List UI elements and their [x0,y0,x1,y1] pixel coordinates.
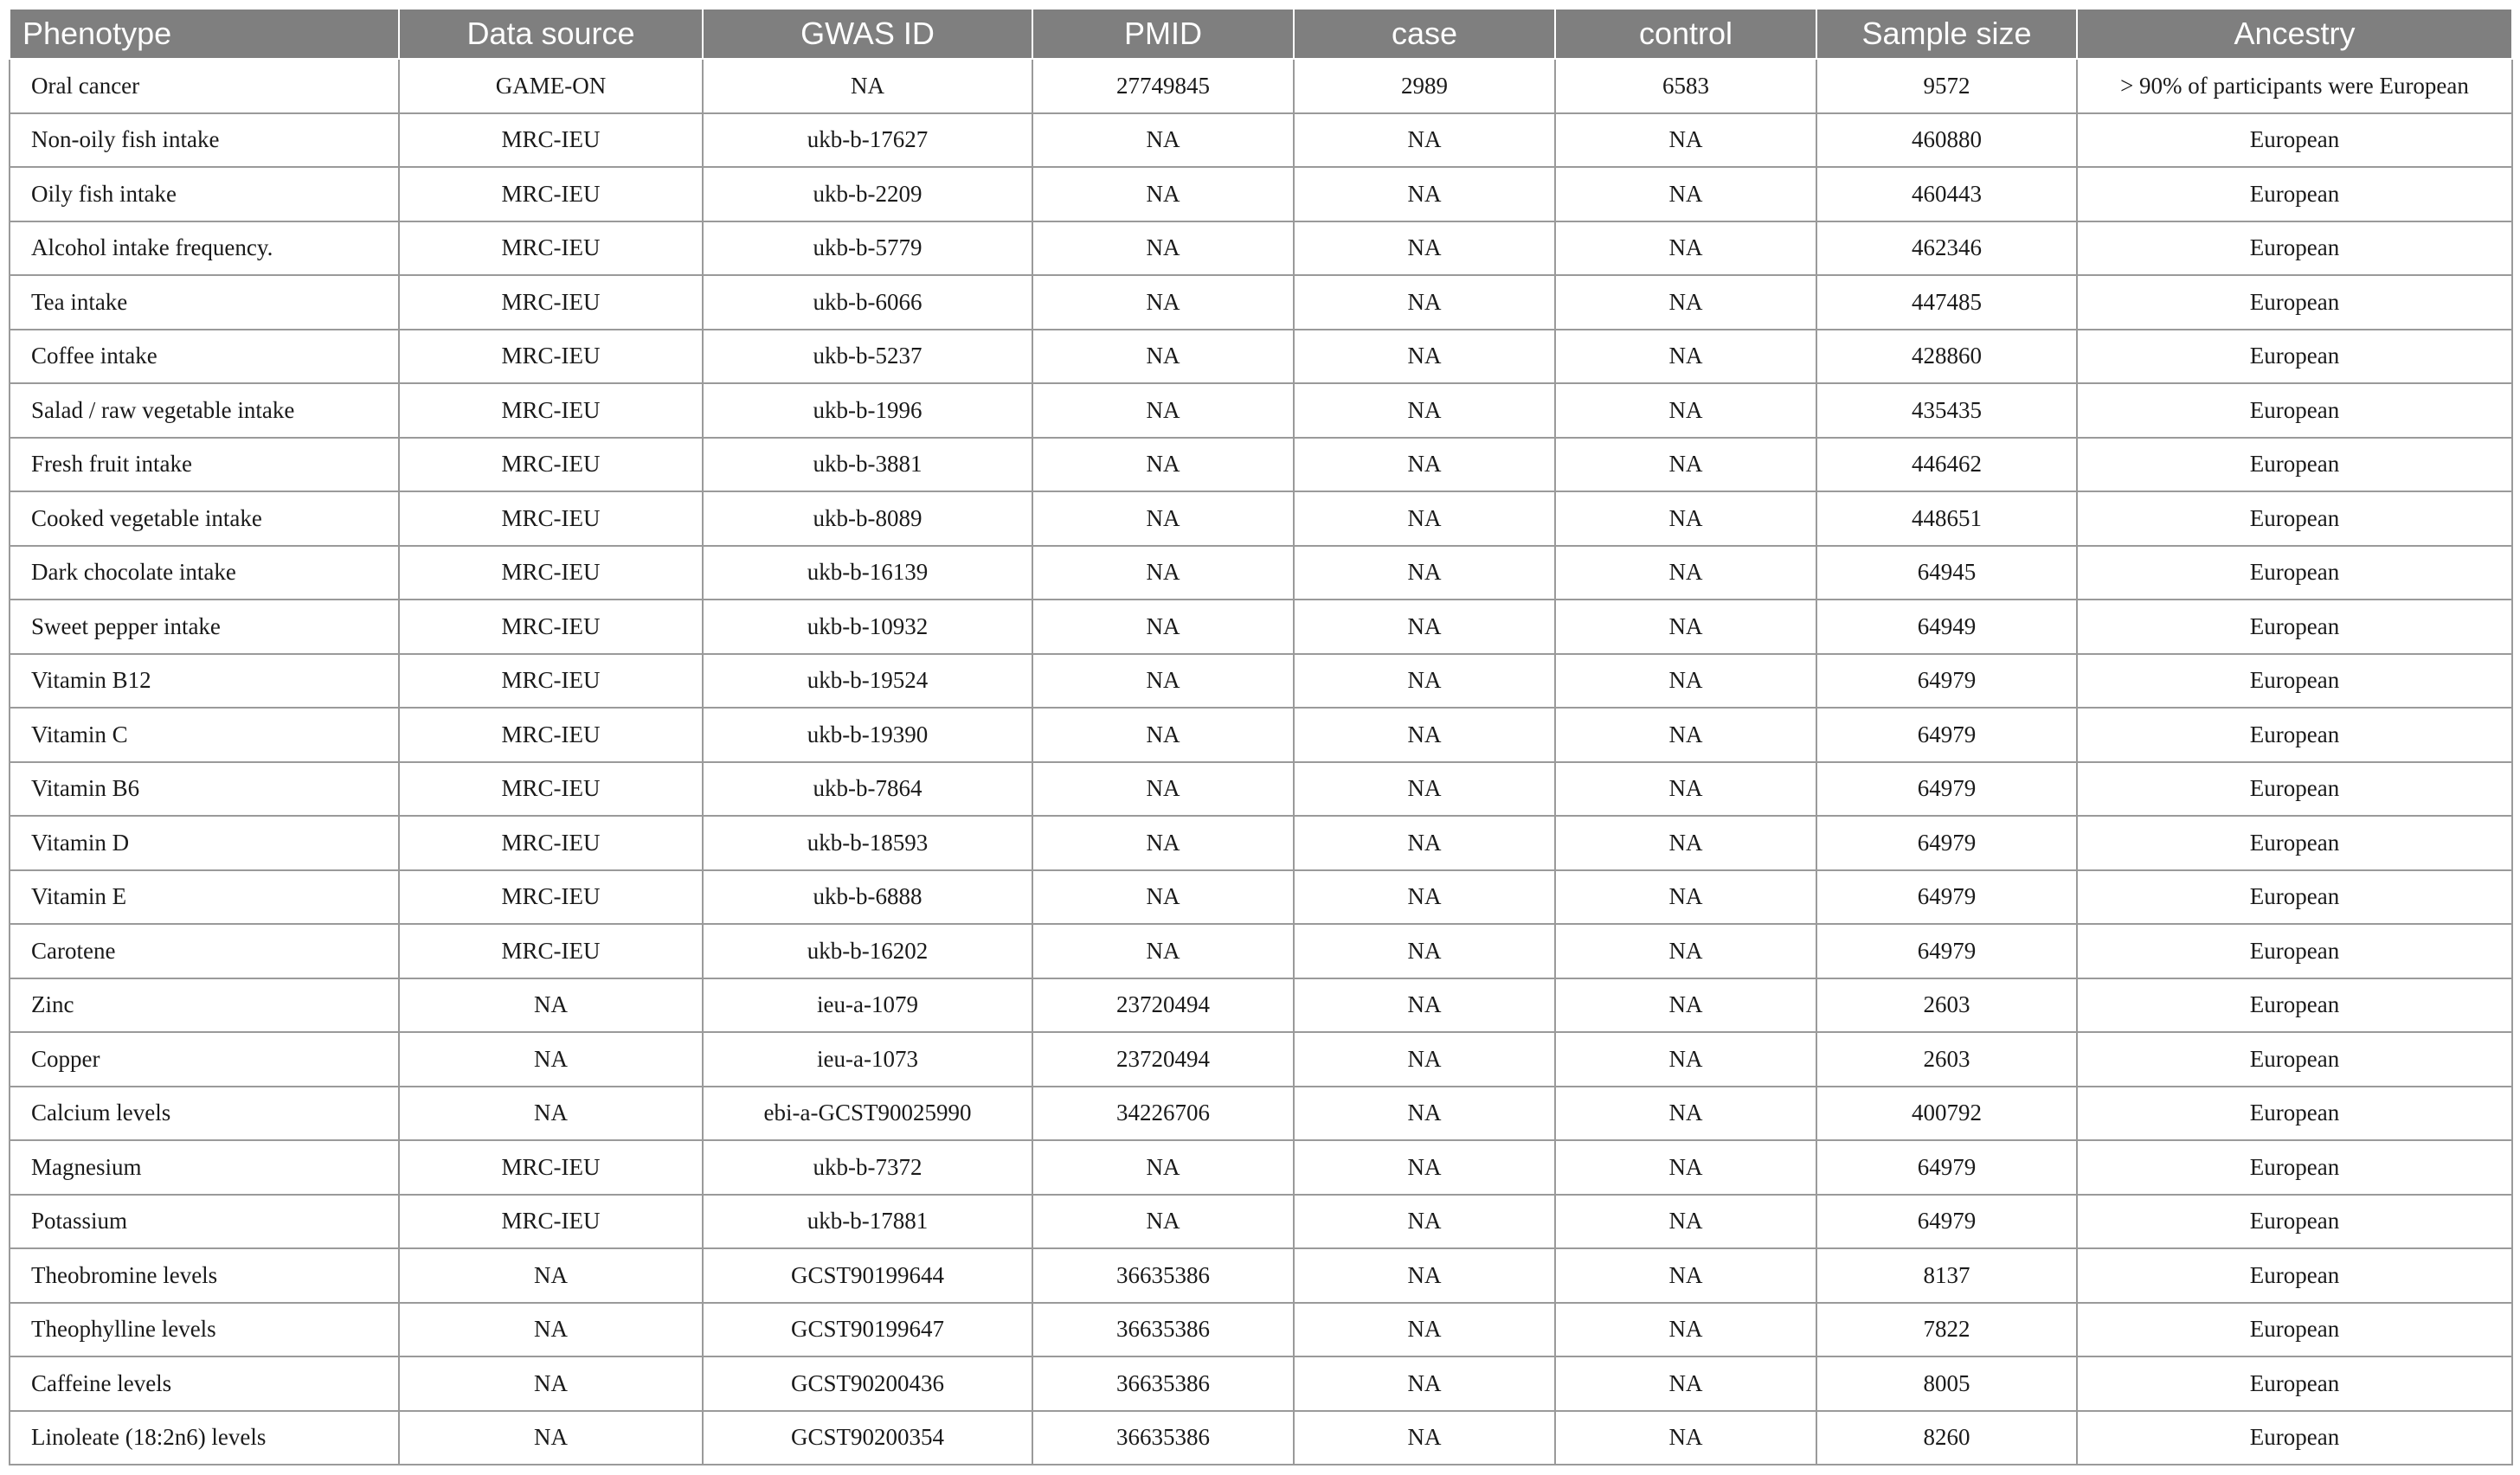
table-row [10,59,2512,113]
cell-ancestry: European [2077,654,2512,709]
cell-pmid: NA [1032,1140,1294,1195]
cell-case: NA [1294,708,1555,762]
cell-case: NA [1294,546,1555,600]
table-row [10,221,2512,276]
cell-data-source: MRC-IEU [399,600,703,654]
cell-phenotype: Oily fish intake [10,167,399,221]
cell-phenotype: Sweet pepper intake [10,600,399,654]
cell-control: NA [1555,1411,1816,1465]
cell-case: NA [1294,870,1555,925]
cell-pmid: 36635386 [1032,1411,1294,1465]
cell-data-source: NA [399,1303,703,1357]
cell-data-source: MRC-IEU [399,654,703,709]
cell-pmid: NA [1032,330,1294,384]
table-row [10,924,2512,978]
cell-data-source: MRC-IEU [399,546,703,600]
cell-sample-size: 447485 [1816,275,2077,330]
cell-pmid: NA [1032,221,1294,276]
cell-gwas-id: ukb-b-10932 [703,600,1032,654]
cell-data-source: MRC-IEU [399,275,703,330]
cell-control: NA [1555,600,1816,654]
cell-control: NA [1555,1248,1816,1303]
cell-case: NA [1294,383,1555,438]
table-row [10,330,2512,384]
cell-ancestry: European [2077,275,2512,330]
cell-gwas-id: ukb-b-7864 [703,762,1032,817]
cell-sample-size: 2603 [1816,1032,2077,1087]
cell-control: NA [1555,1303,1816,1357]
table-row [10,167,2512,221]
cell-ancestry: European [2077,870,2512,925]
cell-control: NA [1555,654,1816,709]
table-body [10,59,2512,1465]
cell-ancestry: European [2077,491,2512,546]
table-row [10,1303,2512,1357]
cell-control: 6583 [1555,59,1816,113]
cell-ancestry: European [2077,1411,2512,1465]
cell-data-source: MRC-IEU [399,1195,703,1249]
cell-data-source: MRC-IEU [399,708,703,762]
cell-ancestry: European [2077,1032,2512,1087]
cell-pmid: NA [1032,167,1294,221]
cell-case: NA [1294,1195,1555,1249]
cell-phenotype: Caffeine levels [10,1356,399,1411]
cell-case: NA [1294,816,1555,870]
cell-sample-size: 64979 [1816,870,2077,925]
table-row [10,1195,2512,1249]
cell-gwas-id: NA [703,59,1032,113]
cell-case: NA [1294,275,1555,330]
cell-control: NA [1555,870,1816,925]
cell-phenotype: Cooked vegetable intake [10,491,399,546]
cell-data-source: MRC-IEU [399,330,703,384]
cell-pmid: NA [1032,924,1294,978]
cell-control: NA [1555,924,1816,978]
cell-data-source: MRC-IEU [399,924,703,978]
cell-phenotype: Non-oily fish intake [10,113,399,168]
cell-control: NA [1555,1032,1816,1087]
phenotype-table [9,8,2513,1465]
cell-pmid: NA [1032,816,1294,870]
cell-sample-size: 8260 [1816,1411,2077,1465]
cell-ancestry: European [2077,1303,2512,1357]
cell-data-source: MRC-IEU [399,491,703,546]
cell-data-source: NA [399,1032,703,1087]
cell-pmid: NA [1032,762,1294,817]
cell-case: NA [1294,167,1555,221]
cell-phenotype: Zinc [10,978,399,1033]
cell-control: NA [1555,1195,1816,1249]
cell-pmid: NA [1032,546,1294,600]
cell-gwas-id: ukb-b-19390 [703,708,1032,762]
cell-data-source: MRC-IEU [399,816,703,870]
cell-ancestry: European [2077,978,2512,1033]
cell-gwas-id: ukb-b-2209 [703,167,1032,221]
cell-pmid: 27749845 [1032,59,1294,113]
cell-sample-size: 435435 [1816,383,2077,438]
cell-ancestry: European [2077,113,2512,168]
cell-ancestry: European [2077,383,2512,438]
cell-sample-size: 64979 [1816,654,2077,709]
table-row [10,1356,2512,1411]
cell-data-source: NA [399,1087,703,1141]
cell-control: NA [1555,113,1816,168]
cell-control: NA [1555,491,1816,546]
cell-data-source: MRC-IEU [399,167,703,221]
cell-pmid: NA [1032,438,1294,492]
cell-phenotype: Magnesium [10,1140,399,1195]
cell-sample-size: 460880 [1816,113,2077,168]
cell-ancestry: European [2077,330,2512,384]
cell-phenotype: Vitamin D [10,816,399,870]
cell-control: NA [1555,330,1816,384]
cell-gwas-id: ukb-b-6066 [703,275,1032,330]
cell-sample-size: 64979 [1816,1195,2077,1249]
header-control: control [1555,9,1816,59]
cell-data-source: MRC-IEU [399,1140,703,1195]
cell-pmid: NA [1032,275,1294,330]
cell-sample-size: 460443 [1816,167,2077,221]
cell-ancestry: European [2077,221,2512,276]
cell-control: NA [1555,1356,1816,1411]
cell-control: NA [1555,383,1816,438]
cell-data-source: NA [399,1248,703,1303]
cell-data-source: MRC-IEU [399,762,703,817]
cell-control: NA [1555,978,1816,1033]
cell-sample-size: 9572 [1816,59,2077,113]
cell-sample-size: 64949 [1816,600,2077,654]
cell-pmid: NA [1032,654,1294,709]
cell-phenotype: Oral cancer [10,59,399,113]
cell-control: NA [1555,1140,1816,1195]
cell-phenotype: Coffee intake [10,330,399,384]
cell-control: NA [1555,167,1816,221]
header-case: case [1294,9,1555,59]
cell-case: NA [1294,1411,1555,1465]
table-row [10,654,2512,709]
cell-phenotype: Tea intake [10,275,399,330]
cell-phenotype: Alcohol intake frequency. [10,221,399,276]
cell-pmid: 34226706 [1032,1087,1294,1141]
cell-sample-size: 8137 [1816,1248,2077,1303]
cell-ancestry: > 90% of participants were European [2077,59,2512,113]
cell-gwas-id: ieu-a-1073 [703,1032,1032,1087]
cell-ancestry: European [2077,1140,2512,1195]
table-row [10,762,2512,817]
cell-case: NA [1294,1303,1555,1357]
cell-pmid: NA [1032,1195,1294,1249]
cell-case: NA [1294,1356,1555,1411]
cell-case: NA [1294,1032,1555,1087]
cell-ancestry: European [2077,600,2512,654]
cell-case: NA [1294,978,1555,1033]
cell-sample-size: 64979 [1816,1140,2077,1195]
cell-control: NA [1555,275,1816,330]
cell-phenotype: Vitamin B12 [10,654,399,709]
cell-sample-size: 448651 [1816,491,2077,546]
cell-gwas-id: ukb-b-7372 [703,1140,1032,1195]
table-row [10,275,2512,330]
cell-data-source: NA [399,1356,703,1411]
cell-gwas-id: GCST90199647 [703,1303,1032,1357]
table-row [10,1087,2512,1141]
table-row [10,113,2512,168]
cell-gwas-id: ukb-b-18593 [703,816,1032,870]
table-row [10,1140,2512,1195]
cell-phenotype: Calcium levels [10,1087,399,1141]
cell-gwas-id: GCST90200436 [703,1356,1032,1411]
cell-gwas-id: ukb-b-1996 [703,383,1032,438]
table-row [10,438,2512,492]
cell-case: NA [1294,221,1555,276]
cell-ancestry: European [2077,546,2512,600]
table-row [10,1248,2512,1303]
table-row [10,546,2512,600]
cell-case: NA [1294,113,1555,168]
cell-gwas-id: ukb-b-17881 [703,1195,1032,1249]
cell-ancestry: European [2077,708,2512,762]
cell-phenotype: Carotene [10,924,399,978]
cell-phenotype: Copper [10,1032,399,1087]
cell-ancestry: European [2077,816,2512,870]
cell-case: NA [1294,438,1555,492]
cell-phenotype: Vitamin B6 [10,762,399,817]
cell-gwas-id: GCST90200354 [703,1411,1032,1465]
cell-sample-size: 446462 [1816,438,2077,492]
cell-sample-size: 64979 [1816,924,2077,978]
table-row [10,383,2512,438]
cell-sample-size: 64979 [1816,762,2077,817]
cell-data-source: GAME-ON [399,59,703,113]
cell-phenotype: Vitamin C [10,708,399,762]
cell-ancestry: European [2077,167,2512,221]
cell-case: NA [1294,762,1555,817]
cell-sample-size: 64945 [1816,546,2077,600]
cell-phenotype: Salad / raw vegetable intake [10,383,399,438]
cell-ancestry: European [2077,762,2512,817]
cell-pmid: NA [1032,600,1294,654]
cell-control: NA [1555,708,1816,762]
cell-ancestry: European [2077,1195,2512,1249]
cell-pmid: 36635386 [1032,1356,1294,1411]
cell-pmid: 23720494 [1032,978,1294,1033]
header-pmid: PMID [1032,9,1294,59]
cell-control: NA [1555,1087,1816,1141]
cell-gwas-id: ukb-b-16202 [703,924,1032,978]
table-row [10,491,2512,546]
cell-ancestry: European [2077,924,2512,978]
cell-phenotype: Theophylline levels [10,1303,399,1357]
cell-pmid: NA [1032,113,1294,168]
cell-data-source: MRC-IEU [399,383,703,438]
cell-phenotype: Fresh fruit intake [10,438,399,492]
cell-gwas-id: ukb-b-6888 [703,870,1032,925]
table-row [10,978,2512,1033]
table-row [10,870,2512,925]
header-row [10,9,2512,59]
cell-case: NA [1294,491,1555,546]
table-row [10,1411,2512,1465]
header-phenotype: Phenotype [10,9,399,59]
cell-data-source: NA [399,978,703,1033]
cell-pmid: 23720494 [1032,1032,1294,1087]
cell-ancestry: European [2077,438,2512,492]
cell-gwas-id: GCST90199644 [703,1248,1032,1303]
cell-pmid: NA [1032,870,1294,925]
header-gwas-id: GWAS ID [703,9,1032,59]
cell-pmid: NA [1032,708,1294,762]
cell-phenotype: Potassium [10,1195,399,1249]
cell-gwas-id: ukb-b-17627 [703,113,1032,168]
cell-pmid: NA [1032,383,1294,438]
cell-phenotype: Dark chocolate intake [10,546,399,600]
cell-case: NA [1294,330,1555,384]
cell-gwas-id: ukb-b-8089 [703,491,1032,546]
cell-case: NA [1294,924,1555,978]
cell-pmid: NA [1032,491,1294,546]
table-row [10,816,2512,870]
cell-gwas-id: ukb-b-19524 [703,654,1032,709]
cell-ancestry: European [2077,1248,2512,1303]
table-row [10,1032,2512,1087]
cell-gwas-id: ieu-a-1079 [703,978,1032,1033]
cell-phenotype: Linoleate (18:2n6) levels [10,1411,399,1465]
data-table-container [9,8,2511,1465]
header-ancestry: Ancestry [2077,9,2512,59]
cell-data-source: MRC-IEU [399,221,703,276]
cell-data-source: MRC-IEU [399,113,703,168]
cell-sample-size: 7822 [1816,1303,2077,1357]
cell-data-source: MRC-IEU [399,870,703,925]
cell-control: NA [1555,546,1816,600]
cell-data-source: NA [399,1411,703,1465]
cell-case: NA [1294,654,1555,709]
cell-sample-size: 428860 [1816,330,2077,384]
table-row [10,708,2512,762]
header-sample-size: Sample size [1816,9,2077,59]
table-header [10,9,2512,59]
cell-pmid: 36635386 [1032,1248,1294,1303]
cell-sample-size: 64979 [1816,708,2077,762]
cell-sample-size: 462346 [1816,221,2077,276]
cell-sample-size: 2603 [1816,978,2077,1033]
cell-data-source: MRC-IEU [399,438,703,492]
table-row [10,600,2512,654]
cell-sample-size: 8005 [1816,1356,2077,1411]
cell-case: 2989 [1294,59,1555,113]
cell-gwas-id: ukb-b-5779 [703,221,1032,276]
cell-gwas-id: ebi-a-GCST90025990 [703,1087,1032,1141]
cell-phenotype: Vitamin E [10,870,399,925]
cell-ancestry: European [2077,1356,2512,1411]
cell-case: NA [1294,1087,1555,1141]
cell-case: NA [1294,600,1555,654]
header-data-source: Data source [399,9,703,59]
cell-phenotype: Theobromine levels [10,1248,399,1303]
cell-case: NA [1294,1248,1555,1303]
cell-control: NA [1555,762,1816,817]
cell-case: NA [1294,1140,1555,1195]
cell-control: NA [1555,438,1816,492]
cell-pmid: 36635386 [1032,1303,1294,1357]
cell-gwas-id: ukb-b-5237 [703,330,1032,384]
cell-sample-size: 400792 [1816,1087,2077,1141]
cell-gwas-id: ukb-b-16139 [703,546,1032,600]
cell-gwas-id: ukb-b-3881 [703,438,1032,492]
cell-sample-size: 64979 [1816,816,2077,870]
cell-ancestry: European [2077,1087,2512,1141]
cell-control: NA [1555,816,1816,870]
cell-control: NA [1555,221,1816,276]
